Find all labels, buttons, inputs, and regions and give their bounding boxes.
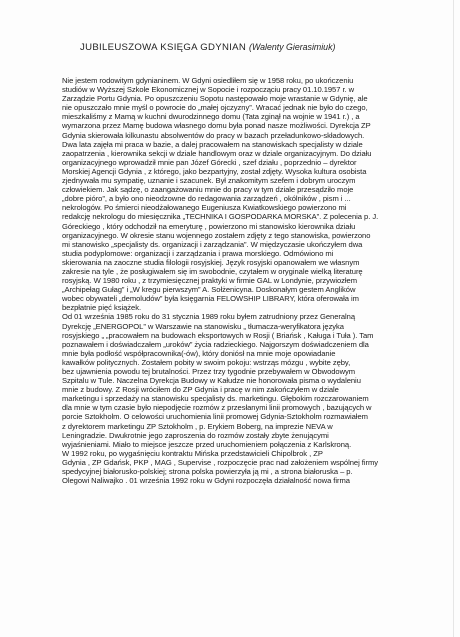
text-line: organizacyjnego wprowadził mnie pan Józef Górecki , szef działu , poprzednio – dyrektor [62, 157, 357, 167]
text-line: „dobre pióro”, a było ono nieodzowne do redagowania zarządzeń , okólników , pism i ... [62, 194, 351, 204]
text-line: Morskiej Agencji Gdynia , z którego, jako bezpartyjny, został zdjęty. Wysoka kultura osobista [62, 166, 367, 176]
document-body [62, 76, 450, 485]
text-line: zaopatrzenia , kierownika sekcji w dziale handlowym oraz w dziale organizacyjnym. Do działu [62, 148, 372, 158]
text-line: Zarządzie Portu Gdynia. Po opuszczeniu Sopotu następowało moje wrastanie w Gdynię, ale [62, 94, 368, 104]
text-line: nie opuszczało mnie myśl o powrocie do „małej ojczyzny”. Wracać jednak nie było do czego, [62, 103, 368, 113]
text-line: dla mnie w tym czasie było niepodjęcie rozmów z przesłanymi linii promowych , bazujących w [62, 403, 372, 413]
text-line: rosyjskiego „ „pracowałem na budowach eksportowych w Rosji ( Briańsk , Kaługa i Tuła ). Tam [62, 330, 374, 340]
text-line: Nie jestem rodowitym gdynianinem. W Gdyni osiedliłem się w 1958 roku, po ukończeniu [62, 76, 354, 85]
text-line: nekrologów. Po śmierci nieodżałowanego Eugeniusza Kwiatkowskiego powierzono mi [62, 203, 347, 213]
text-line: Dwa lata zajęła mi praca w bazie, a dalej pracowałem na stanowiskach specjalisty w dziale [62, 139, 363, 149]
text-line: kawałków politycznych. Zostałem pobity w swoim pokoju: wstrząs mózgu , wybite zęby, [62, 357, 351, 367]
text-line: zjednywała mu sympatię, uznanie i szacunek. Był znakomitym szefem i dobrym uroczym [62, 176, 356, 186]
document-author: (Walenty Gierasimiuk) [249, 42, 336, 52]
text-line: studiów w Wyższej Szkole Ekonomicznej w Sopocie i rozpocząciu pracy 01.10.1957 r. w [62, 85, 355, 95]
text-line: marketingu i sprzedaży na stanowisku specjalisty ds. marketingu. Głębokim rozczarowaniem [62, 394, 369, 404]
text-line: poznawałem i doświadczałem „uroków” życia radzieckiego. Najgorszym doświadczeniem dla [62, 339, 369, 349]
text-line: Gdynia , ZP Gdańsk, PKP , MAG , Supervise , rozpoczęcie prac nad założeniem wspólnej firmy [62, 457, 378, 467]
text-line: redakcję nekrologu do miesięcznika „TECHNIKA I GOSPODARKA MORSKA”. Z polecenia p. J. [62, 212, 379, 222]
page-edge [453, 0, 454, 637]
text-line: spedycyjnej białorusko-polskiej; strona polska powierzyła ją mi , a strona białoruska – p. [62, 467, 353, 477]
text-line: wobec obywateli „demoludów” była księgarnia FELOWSHIP LIBRARY, która oferowała im [62, 294, 359, 304]
text-line: skierowania na zaoczne studia filologii rosyjskiej. Język rosyjski opanowałem we własnym [62, 257, 360, 267]
text-line: organizacyjnego. W okresie stanu wojennego zostałem zdjęty z tego stanowiska, powierzono [62, 230, 371, 240]
text-line: Leningradzie. Dwukrotnie jego zaproszenia do rozmów zostały zbyte żenującymi [62, 430, 329, 440]
text-line: z dyrektorem marketingu ZP Sztokholm , p. Erykiem Boberg, na imprezie NEVA w [62, 421, 333, 431]
text-line: bezpłatnie pięć książek. [62, 303, 142, 313]
text-line: studia podyplomowe: organizacji i zarządzania i prawa morskiego. Odmówiono mi [62, 248, 334, 258]
text-line: Góreckiego , który odchodził na emeryturę , powierzono mi stanowisko kierownika działu [62, 221, 356, 231]
text-line: Szpitalu w Tule. Naczelna Dyrekcja Budowy w Kałudze nie honorowała pisma o wydaleniu [62, 376, 361, 386]
text-line: zakresie na tyle , że posługiwałem się im swobodnie, czytałem w oryginale wielką literaturę [62, 266, 363, 276]
text-line: mi stanowisko „specjalisty ds. organizacji i zarządzania”. W międzyczasie ukończyłem dwa [62, 239, 363, 249]
text-line: Od 01 września 1985 roku do 31 stycznia 1989 roku byłem zatrudniony przez Generalną [62, 312, 356, 322]
text-line: wymarzona przez Mamę budowa własnego domu była ponad nasze możliwości. Dyrekcja ZP [62, 121, 371, 131]
text-line: Gdynia skierowała kilkunastu absolwentów do pracy w bazach przeładunkowo-składowych. [62, 130, 365, 140]
text-line: W 1992 roku, po wygaśnięciu kontraktu Mińska przedstawicieli Chipolbrok , ZP [62, 448, 323, 458]
text-line: rosyjską. W 1980 roku , z trzymiesięcznej praktyki w firmie GAL w Londynie, przywiozłem [62, 276, 357, 286]
document-heading [80, 42, 335, 53]
text-line: wyjaśnieniami. Miało to miejsce jeszcze przed uruchomieniem połączenia z Karlskroną. [62, 439, 352, 449]
text-line: mieszkaliśmy z Mamą w kuchni dwurodzinnego domu (Tata zginął na wojnie w 1941 r.) , a [62, 112, 360, 122]
text-line: bez ujawnienia powodu tej brutalności. Przez trzy tygodnie przebywałem w Obwodowym [62, 367, 356, 376]
document-title: JUBILEUSZOWA KSIĘGA GDYNIAN [80, 42, 247, 53]
text-line: mnie była podłość współpracownika(-ów), który doniósł na mnie moje opowiadanie [62, 348, 336, 358]
text-line: porcie Sztokholm. O celowości uruchomienia linii promowej Gdynia-Sztokholm rozmawiałem [62, 412, 368, 422]
text-line: „Archipełag Gułag” i „W kregu pierwszym” A. Sołżenicyna. Doskonałym gestem Anglików [62, 285, 356, 295]
text-line: Olegowi Naliwajko . 01 września 1992 roku w Gdyni rozpoczęła działalność nowa firma [62, 476, 350, 486]
text-line: mnie z budowy. Z Rosji wróciłem do ZP Gdynia i pracę w nim zakończyłem w dziale [62, 385, 339, 395]
text-line: człowiekiem. Jak sądzę, o zaangażowaniu mnie do pracy w tym dziale przesądziło moje [62, 185, 354, 195]
text-line: Dyrekcję „ENERGOPOL” w Warszawie na stanowisku „ tłumacza-weryfikatora języka [62, 321, 344, 331]
